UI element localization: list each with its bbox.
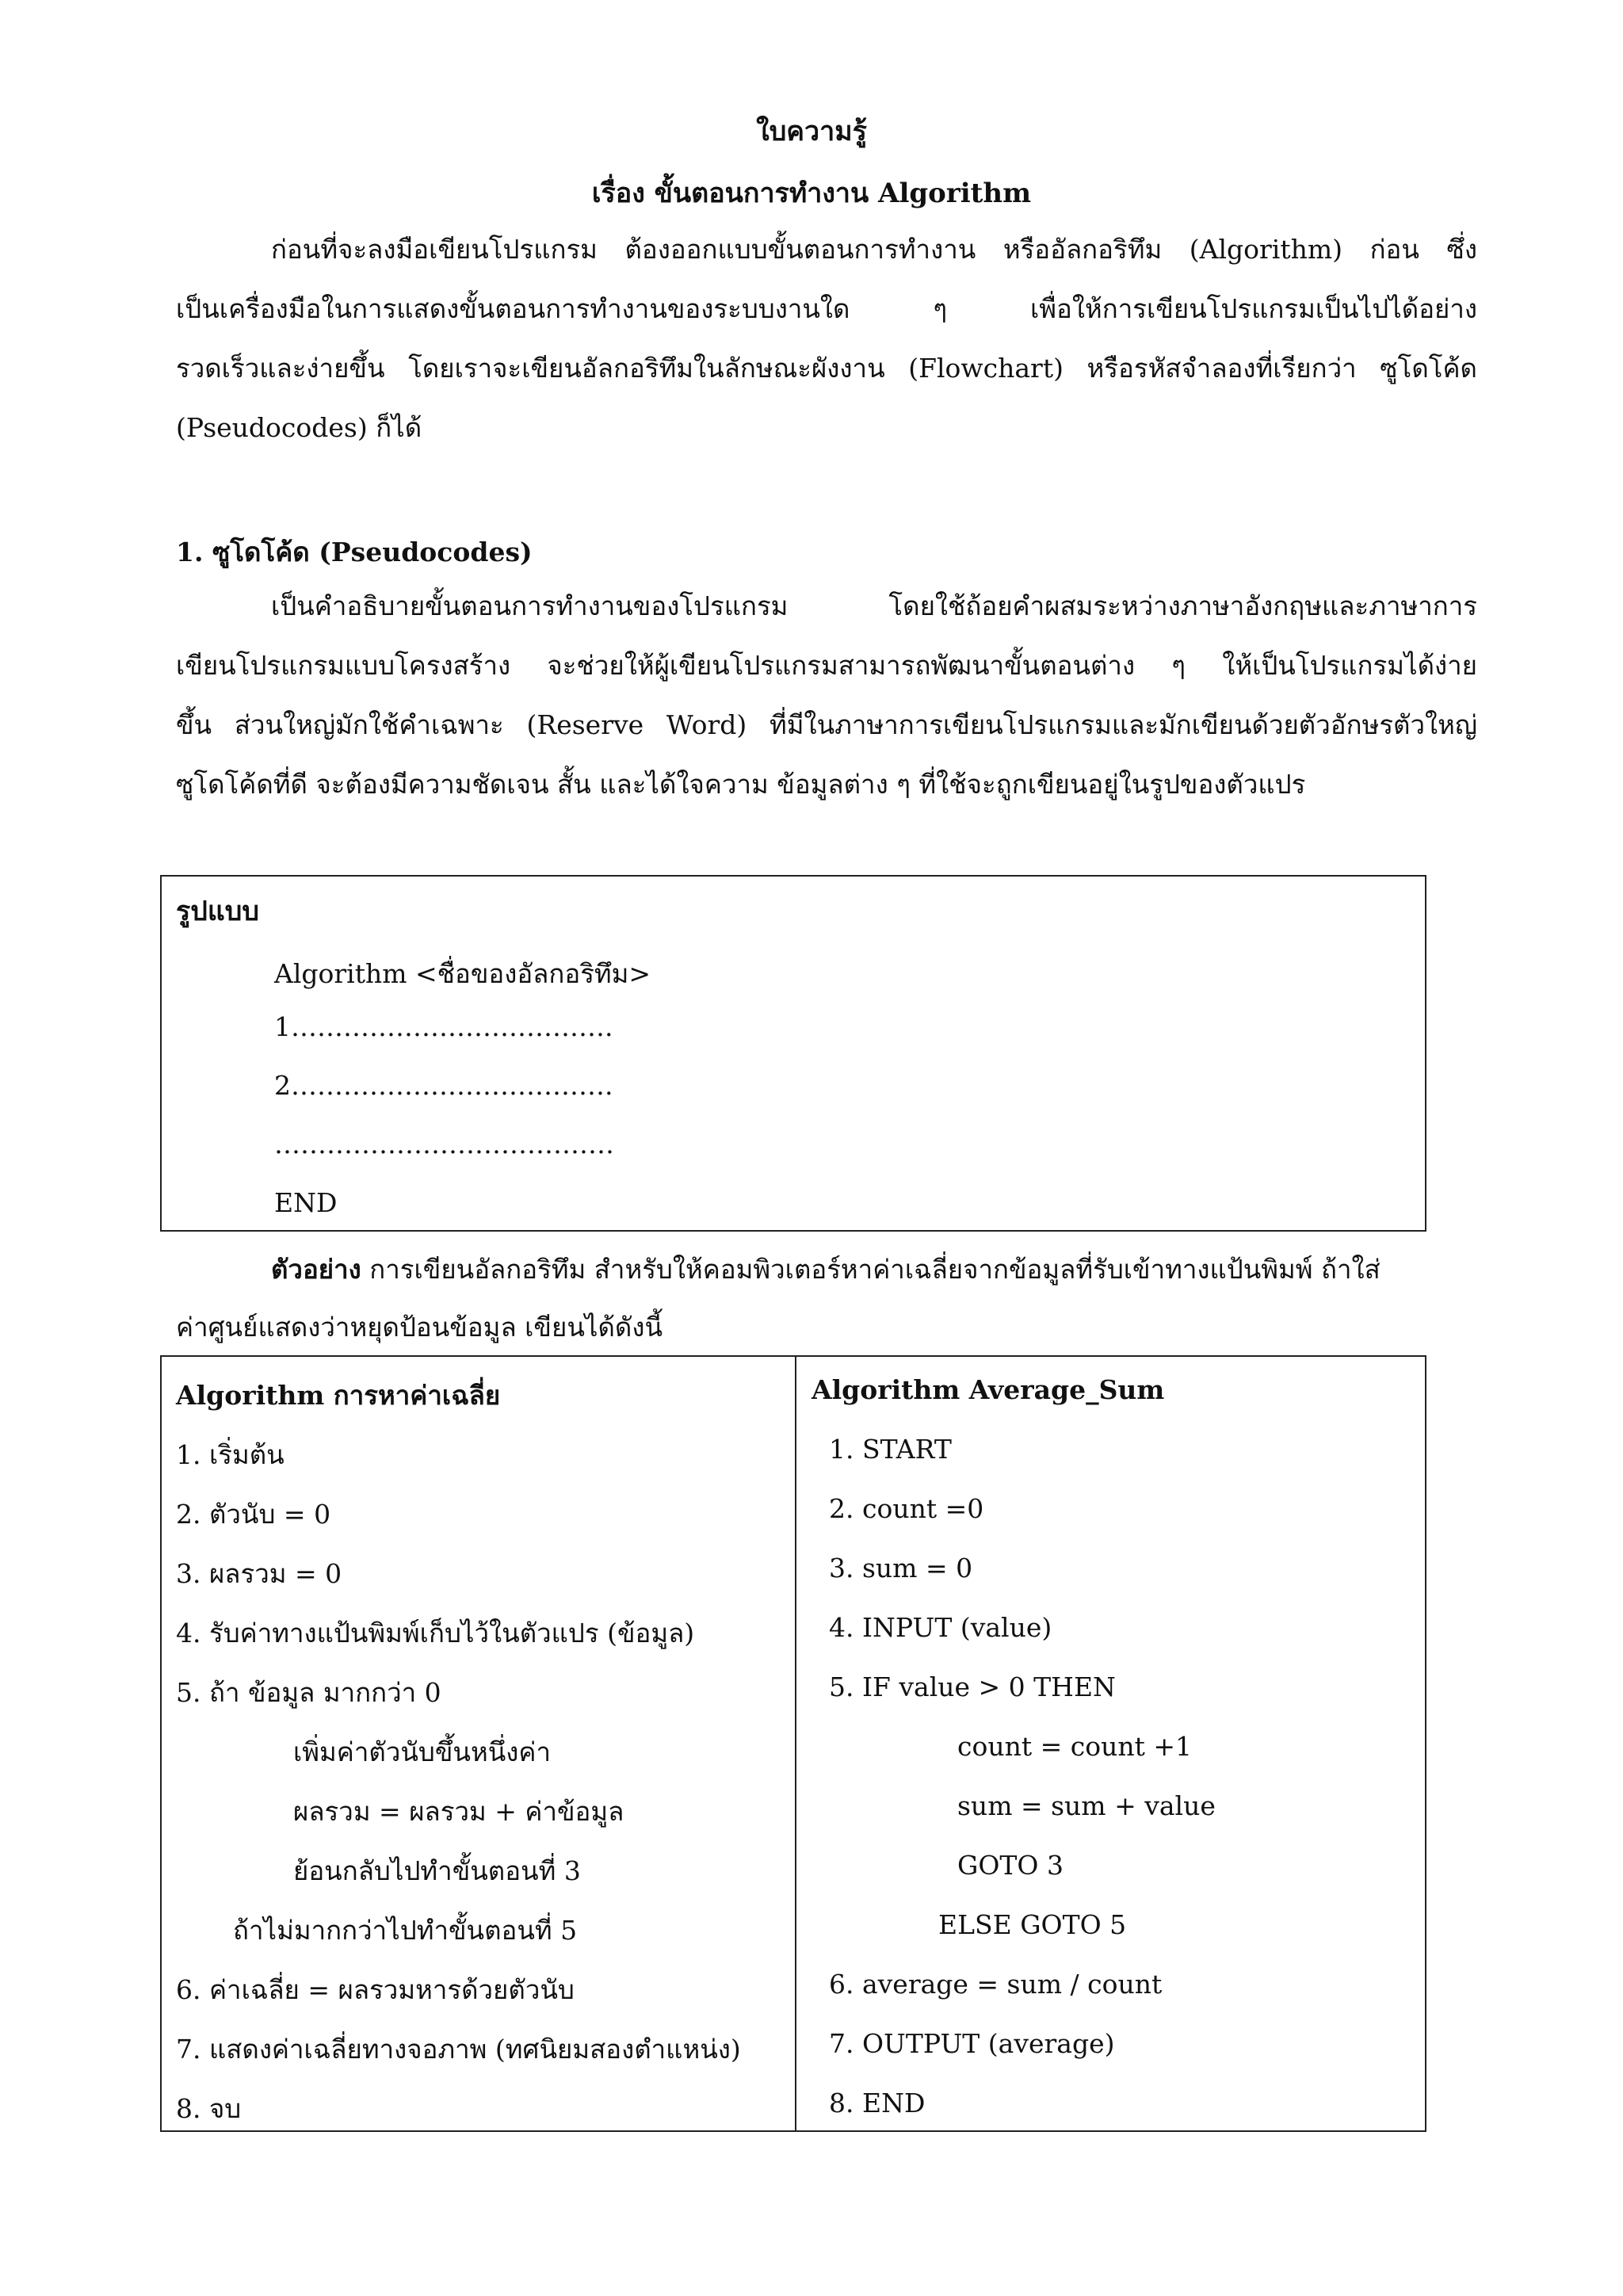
- example-label: ตัวอย่าง: [271, 1254, 361, 1285]
- left-row: 6. ค่าเฉลี่ย = ผลรวมหารด้วยตัวนับ: [176, 1974, 575, 2005]
- left-row: ผลรวม = ผลรวม + ค่าข้อมูล: [293, 1796, 624, 1827]
- section1-line-4: ซูโดโค้ดที่ดี จะต้องมีความชัดเจน สั้น และได้ใจความ ข้อมูลต่าง ๆ ที่ใช้จะถูกเขียนอยู่ในรูปของตัวแปร: [176, 769, 1306, 800]
- right-row: count = count +1: [957, 1731, 1193, 1762]
- right-row: 1. START: [829, 1434, 952, 1465]
- right-row: GOTO 3: [957, 1850, 1064, 1881]
- left-row: ถ้าไม่มากกว่าไปทำขั้นตอนที่ 5: [233, 1915, 578, 1946]
- format-box-line: …………………………………: [274, 1129, 614, 1159]
- section1-line-1: เป็นคำอธิบายขั้นตอนการทำงานของโปรแกรม โดยใช้ถ้อยคำผสมระหว่างภาษาอังกฤษและภาษาการ: [271, 590, 1477, 621]
- right-row: 8. END: [829, 2088, 926, 2118]
- format-box-line: 1……………………………….: [274, 1011, 613, 1042]
- right-row: 6. average = sum / count: [829, 1969, 1163, 2000]
- right-row: ELSE GOTO 5: [938, 1909, 1127, 1940]
- format-box-line: Algorithm <ชื่อของอัลกอริทึม>: [274, 958, 651, 989]
- intro-line-1: ก่อนที่จะลงมือเขียนโปรแกรม ต้องออกแบบขั้นตอนการทำงาน หรืออัลกอริทึม (Algorithm) ก่อน ซึ่ง: [271, 234, 1477, 265]
- example-line-1-text: การเขียนอัลกอริทึม สำหรับให้คอมพิวเตอร์หาค่าเฉลี่ยจากข้อมูลที่รับเข้าทางแป้นพิมพ์ ถ้าใส่: [361, 1254, 1381, 1285]
- format-box-line: 2……………………………….: [274, 1070, 613, 1101]
- right-row: 4. INPUT (value): [829, 1612, 1052, 1643]
- left-row: 4. รับค่าทางแป้นพิมพ์เก็บไว้ในตัวแปร (ข้อมูล): [176, 1618, 695, 1648]
- example-line-1: [271, 1248, 1381, 1290]
- format-box: [160, 875, 1426, 1232]
- left-row: ย้อนกลับไปทำขั้นตอนที่ 3: [293, 1855, 581, 1886]
- intro-line-3: รวดเร็วและง่ายขึ้น โดยเราจะเขียนอัลกอริทึมในลักษณะผังงาน (Flowchart) หรือรหัสจำลองที่เรียกว่า ซูโดโค้ด: [176, 353, 1477, 384]
- right-row: sum = sum + value: [957, 1790, 1216, 1821]
- left-row: 3. ผลรวม = 0: [176, 1558, 342, 1589]
- page-title: ใบความรู้: [756, 116, 867, 147]
- section1-line-2: เขียนโปรแกรมแบบโครงสร้าง จะช่วยให้ผู้เขียนโปรแกรมสามารถพัฒนาขั้นตอนต่าง ๆ ให้เป็นโปรแกรมได้ง่าย: [176, 650, 1477, 681]
- right-column-header: Algorithm Average_Sum: [812, 1374, 1165, 1405]
- left-row: 7. แสดงค่าเฉลี่ยทางจอภาพ (ทศนิยมสองตำแหน่ง): [176, 2034, 741, 2065]
- intro-line-4: (Pseudocodes) ก็ได้: [176, 412, 422, 443]
- right-row: 7. OUTPUT (average): [829, 2028, 1115, 2059]
- left-row: 8. จบ: [176, 2093, 242, 2124]
- table-divider: [795, 1357, 796, 2130]
- intro-line-2: เป็นเครื่องมือในการแสดงขั้นตอนการทำงานของระบบงานใด ๆ เพื่อให้การเขียนโปรแกรมเป็นไปได้อย่าง: [176, 293, 1477, 324]
- left-row: เพิ่มค่าตัวนับขึ้นหนึ่งค่า: [293, 1736, 552, 1767]
- page-subtitle: เรื่อง ขั้นตอนการทำงาน Algorithm: [591, 178, 1032, 209]
- algorithm-table: [160, 1355, 1426, 2132]
- right-row: 5. IF value > 0 THEN: [829, 1671, 1116, 1702]
- format-box-title: รูปแบบ: [176, 896, 259, 927]
- section-heading-pseudocode: 1. ซูโดโค้ด (Pseudocodes): [176, 537, 533, 567]
- right-row: 2. count =0: [829, 1493, 984, 1524]
- section1-line-3: ขึ้น ส่วนใหญ่มักใช้คำเฉพาะ (Reserve Word) ที่มีในภาษาการเขียนโปรแกรมและมักเขียนด้วยตัวอักษรตัวใหญ่: [176, 709, 1477, 740]
- left-row: 5. ถ้า ข้อมูล มากกว่า 0: [176, 1677, 441, 1708]
- right-row: 3. sum = 0: [829, 1553, 973, 1584]
- left-row: 2. ตัวนับ = 0: [176, 1499, 331, 1530]
- left-row: 1. เริ่มต้น: [176, 1439, 285, 1470]
- format-box-line: END: [274, 1187, 338, 1218]
- left-column-header: Algorithm การหาค่าเฉลี่ย: [176, 1380, 501, 1411]
- example-line-2: ค่าศูนย์แสดงว่าหยุดป้อนข้อมูล เขียนได้ดังนี้: [176, 1312, 663, 1343]
